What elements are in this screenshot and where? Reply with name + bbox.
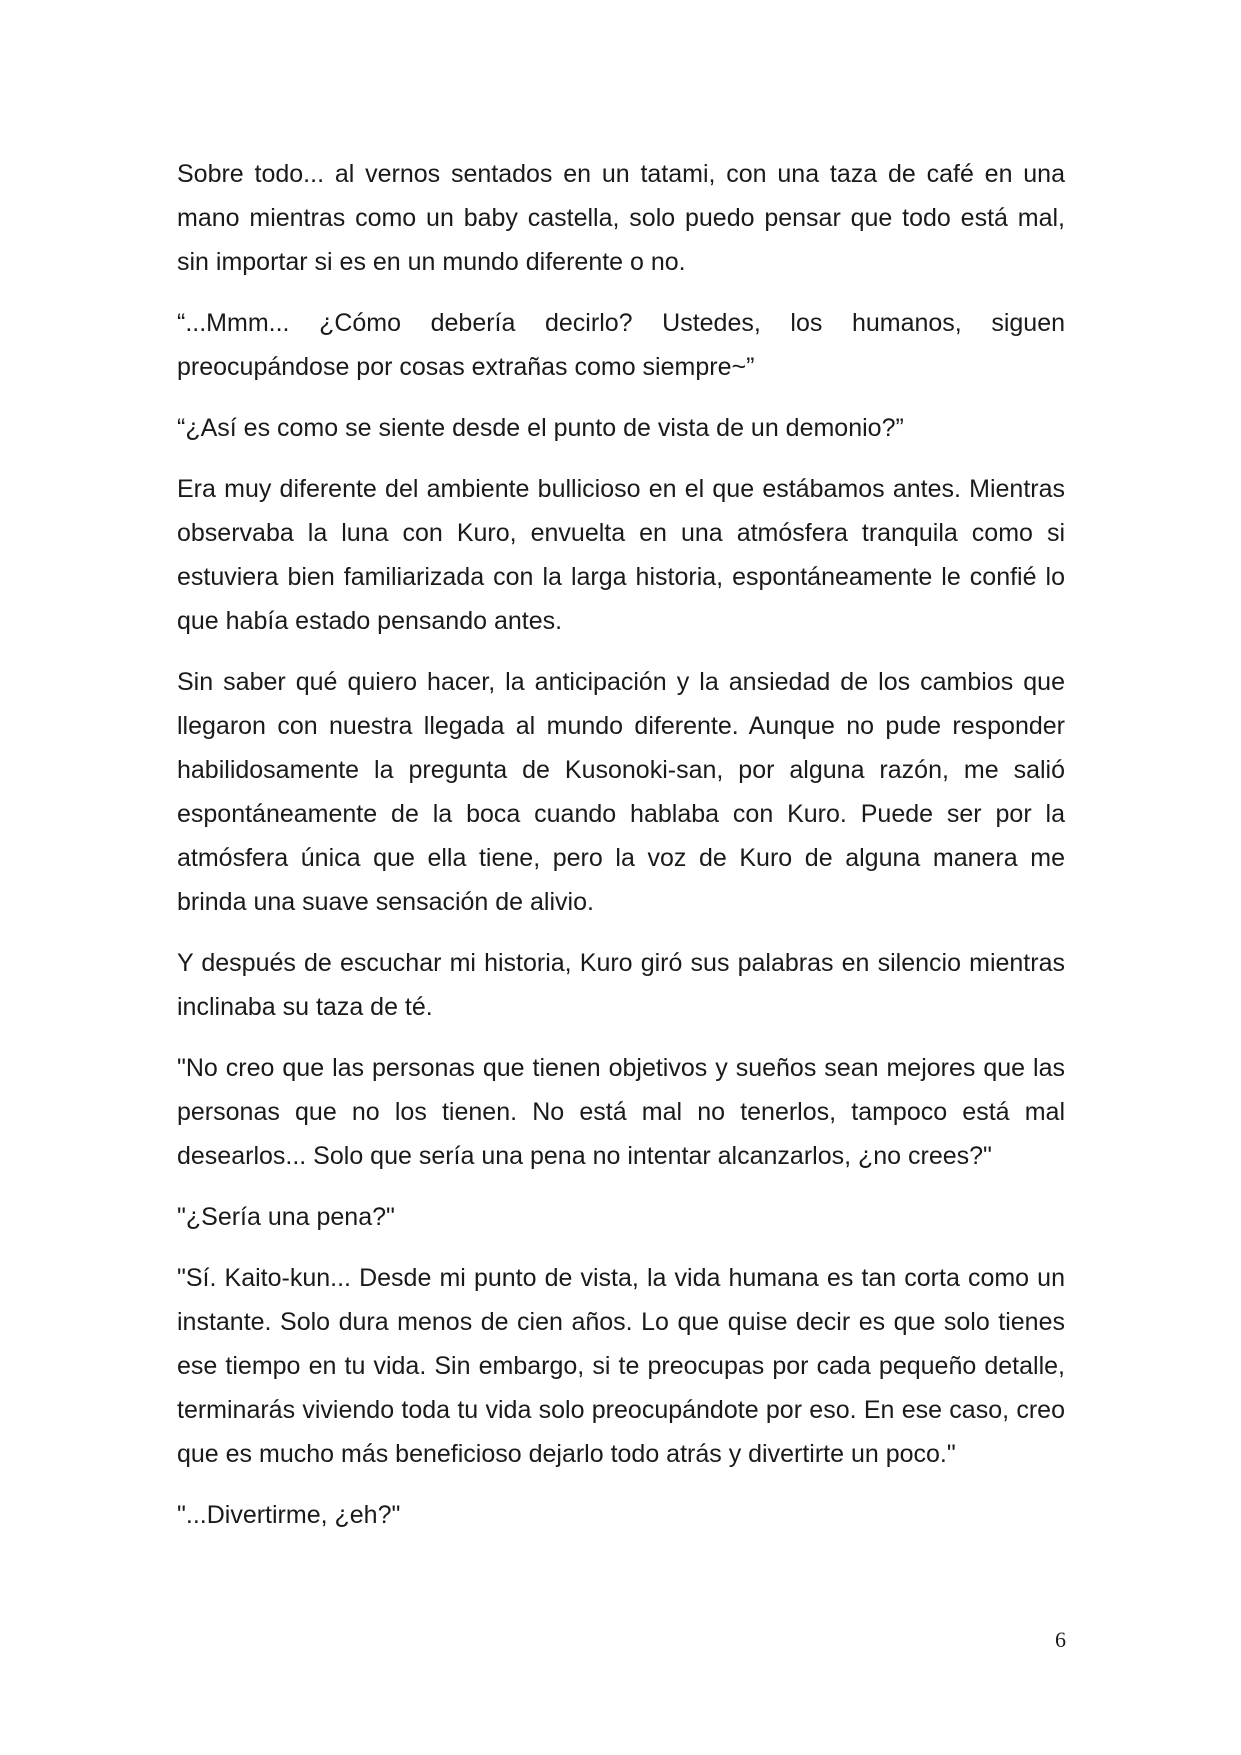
paragraph-1: Sobre todo... al vernos sentados en un tatami, con una taza de café en una mano mientras como un baby castella, solo puedo pensar que todo está mal, sin importar si es en un mundo diferente o no. — [177, 160, 1065, 276]
paragraph-8: "¿Sería una pena?" — [177, 1203, 395, 1231]
paragraph-3: “¿Así es como se siente desde el punto de vista de un demonio?” — [177, 414, 904, 442]
page-number: 6 — [1055, 1627, 1066, 1652]
paragraph-5: Sin saber qué quiero hacer, la anticipación y la ansiedad de los cambios que llegaron con nuestra llegada al mundo diferente. Aunque no pude responder habilidosamente la pregunta de Kusonoki-san, por alguna razón, me salió espontáneamente de la boca cuando hablaba con Kuro. Puede ser por la atmósfera única que ella tiene, pero la voz de Kuro de alguna manera me brinda una suave sensación de alivio. — [177, 668, 1065, 916]
paragraph-10: "...Divertirme, ¿eh?" — [177, 1501, 401, 1529]
paragraph-6: Y después de escuchar mi historia, Kuro giró sus palabras en silencio mientras inclinaba su taza de té. — [177, 949, 1065, 1021]
paragraph-2: “...Mmm... ¿Cómo debería decirlo? Ustedes, los humanos, siguen preocupándose por cosas extrañas como siempre~” — [177, 309, 1065, 381]
body-text — [177, 152, 1065, 1554]
paragraph-4: Era muy diferente del ambiente bullicioso en el que estábamos antes. Mientras observaba la luna con Kuro, envuelta en una atmósfera tranquila como si estuviera bien familiarizada con la larga historia, espontáneamente le confié lo que había estado pensando antes. — [177, 475, 1065, 635]
paragraph-9: "Sí. Kaito-kun... Desde mi punto de vista, la vida humana es tan corta como un instante. Solo dura menos de cien años. Lo que quise decir es que solo tienes ese tiempo en tu vida. Sin embargo, si te preocupas por cada pequeño detalle, terminarás viviendo toda tu vida solo preocupándote por eso. En ese caso, creo que es mucho más beneficioso dejarlo todo atrás y divertirte un poco." — [177, 1264, 1065, 1468]
paragraph-7: "No creo que las personas que tienen objetivos y sueños sean mejores que las personas que no los tienen. No está mal no tenerlos, tampoco está mal desearlos... Solo que sería una pena no intentar alcanzarlos, ¿no crees?" — [177, 1054, 1065, 1170]
